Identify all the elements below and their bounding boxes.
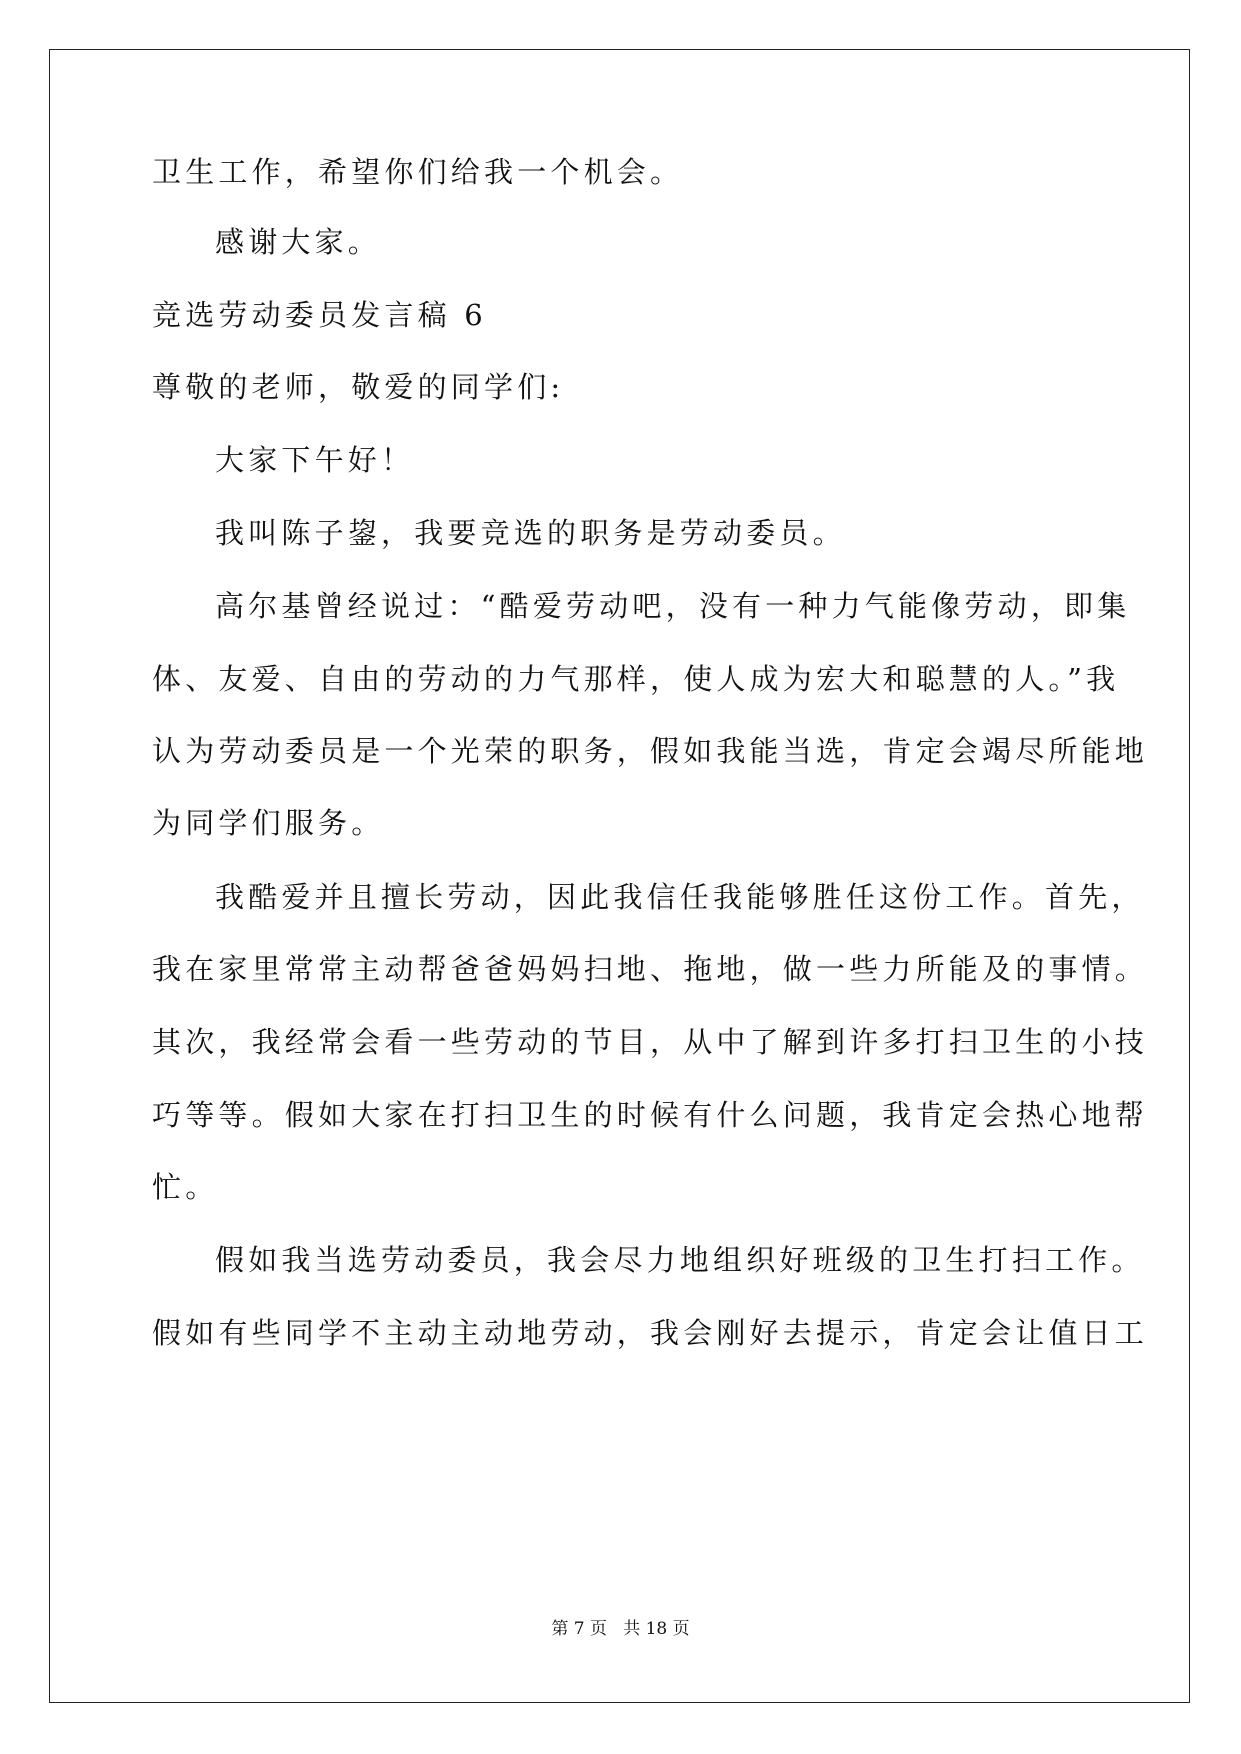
salutation: 尊敬的老师，敬爱的同学们: xyxy=(152,370,565,404)
body-text-line: 我酷爱并且擅长劳动，因此我信任我能够胜任这份工作。首先， xyxy=(215,880,1145,914)
section-heading: 竞选劳动委员发言稿 6 xyxy=(152,298,487,332)
body-text-line: 忙。 xyxy=(152,1170,219,1204)
page-number-footer: 第 7 页 共 18 页 xyxy=(551,1619,690,1639)
body-text-line: 假如有些同学不主动主动地劳动，我会刚好去提示，肯定会让值日工 xyxy=(152,1316,1149,1350)
body-text-line: 认为劳动委员是一个光荣的职务，假如我能当选，肯定会竭尽所能地 xyxy=(152,734,1149,768)
body-text-line: 卫生工作，希望你们给我一个机会。 xyxy=(152,155,684,189)
body-text-line: 我叫陈子鋆，我要竞选的职务是劳动委员。 xyxy=(215,516,846,550)
body-text-line: 其次，我经常会看一些劳动的节目，从中了解到许多打扫卫生的小技 xyxy=(152,1025,1149,1059)
body-text-line: 为同学们服务。 xyxy=(152,806,385,840)
body-text-line: 感谢大家。 xyxy=(215,225,382,259)
body-text-line: 我在家里常常主动帮爸爸妈妈扫地、拖地，做一些力所能及的事情。 xyxy=(152,952,1149,986)
body-text-line: 高尔基曾经说过：“酷爱劳动吧，没有一种力气能像劳动，即集 xyxy=(215,589,1131,623)
greeting: 大家下午好！ xyxy=(215,443,415,477)
body-text-line: 假如我当选劳动委员，我会尽力地组织好班级的卫生打扫工作。 xyxy=(215,1243,1145,1277)
body-text-line: 巧等等。假如大家在打扫卫生的时候有什么问题，我肯定会热心地帮 xyxy=(152,1098,1149,1132)
body-text-line: 体、友爱、自由的劳动的力气那样，使人成为宏大和聪慧的人。”我 xyxy=(152,662,1120,696)
